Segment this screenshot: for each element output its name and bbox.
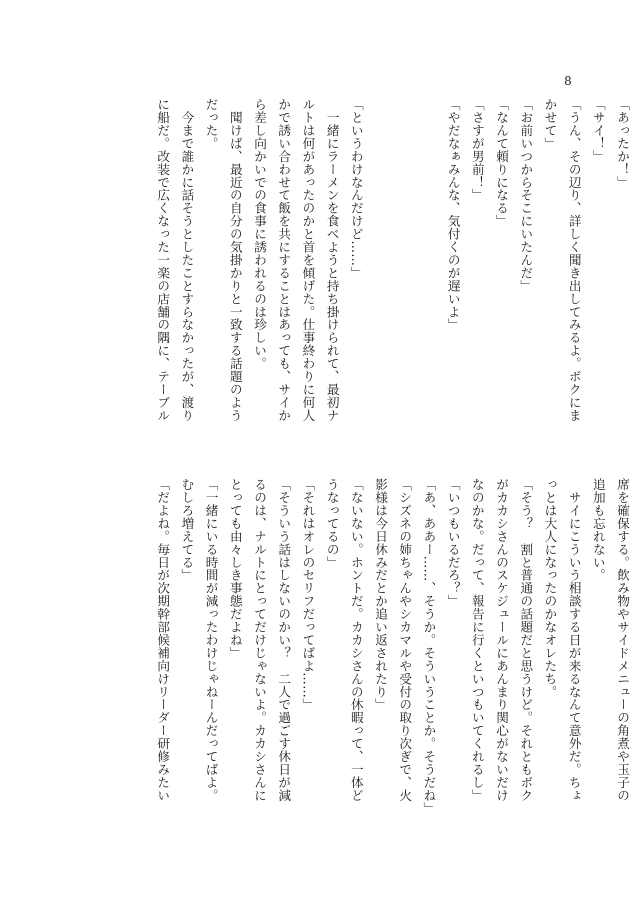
text-line: 「うん、その辺り、詳しく聞き出してみるよ。ボクにま xyxy=(566,98,582,422)
text-line: 「なんて頼りになる」 xyxy=(494,98,510,228)
text-line: ら差し向かいでの食事に誘われるのは珍しい。 xyxy=(252,98,268,370)
text-line: 「シズネの姉ちゃんやシカマルや受付の取り次ぎで、火 xyxy=(397,478,413,802)
text-line: 「ないない。ホントだ。カカシさんの休暇って、一体ど xyxy=(348,478,364,802)
text-line: 席を確保する。飲み物やサイドメニューの角煮や玉子の xyxy=(615,478,631,802)
text-line xyxy=(368,98,392,446)
text-line: 「というわけなんだけど……」 xyxy=(348,98,364,280)
text-line: 「あったか！」 xyxy=(615,98,631,189)
text-line: 影様は今日休みだとか追い返されたり」 xyxy=(373,478,389,712)
text-line: 「そう？ 割と普通の話題だと思うけど。それともボク xyxy=(518,478,534,802)
text-line: 「あ、ああー……、そうか。そういうことか。そうだね」 xyxy=(421,478,437,815)
text-line: 今まで誰かに話そうとしたことすらなかったが、渡り xyxy=(179,98,195,422)
text-line: 「さすが男前！」 xyxy=(469,98,485,202)
text-line: 「お前いつからそこにいたんだ」 xyxy=(518,98,534,293)
text-line: に船だ。改装で広くなった一楽の店舗の隅に、テーブル xyxy=(155,98,171,422)
text-line: かせて」 xyxy=(542,98,558,150)
text-line xyxy=(416,98,440,446)
text-line: なのかな。だって、報告に行くといつもいてくれるし」 xyxy=(469,478,485,802)
text-line: 「やだなぁみんな、気付くのが遅いよ」 xyxy=(445,98,461,332)
text-line: 「だよね。毎日が次期幹部候補向けリーダー研修みたい xyxy=(155,478,171,802)
text-line: ルトは何があったのかと首を傾げた。仕事終わりに何人 xyxy=(300,98,316,422)
top-text-block xyxy=(150,98,634,446)
text-line: 一緒にラーメンを食べようと持ち掛けられて、最初ナ xyxy=(324,98,340,422)
text-line: 「それはオレのセリフだってばよ……」 xyxy=(300,478,316,712)
bottom-text-block xyxy=(150,478,634,814)
page-number: 8 xyxy=(564,74,572,88)
text-line: 追加も忘れない。 xyxy=(590,478,606,582)
text-line xyxy=(392,98,416,446)
text-line: だった。 xyxy=(203,98,219,150)
text-line: 「サイ！」 xyxy=(590,98,606,163)
text-line: るのは、ナルトにとってだけじゃないよ。カカシさんに xyxy=(252,478,268,802)
text-line: がカカシさんのスケジュールにあんまり関心がないだけ xyxy=(494,478,510,802)
text-line: サイにこういう相談する日が来るなんて意外だ。ちょ xyxy=(566,478,582,802)
text-line: 「一緒にいる時間が減ったわけじゃねーんだってばよ。 xyxy=(203,478,219,802)
text-line: 「そういう話はしないのかい？ 二人で過ごす休日が減 xyxy=(276,478,292,802)
text-line: うなってるの」 xyxy=(324,478,340,569)
text-line: かで誘い合わせて飯を共にすることはあっても、サイか xyxy=(276,98,292,422)
text-line: 「いつもいるだろ？」 xyxy=(445,478,461,608)
text-line: むしろ増えてる」 xyxy=(179,478,195,582)
text-line: っとは大人になったのかなオレたち。 xyxy=(542,478,558,699)
text-line: 聞けば、最近の自分の気掛かりと一致する話題のよう xyxy=(227,98,243,422)
text-line: とっても由々しき事態だよね」 xyxy=(227,478,243,660)
